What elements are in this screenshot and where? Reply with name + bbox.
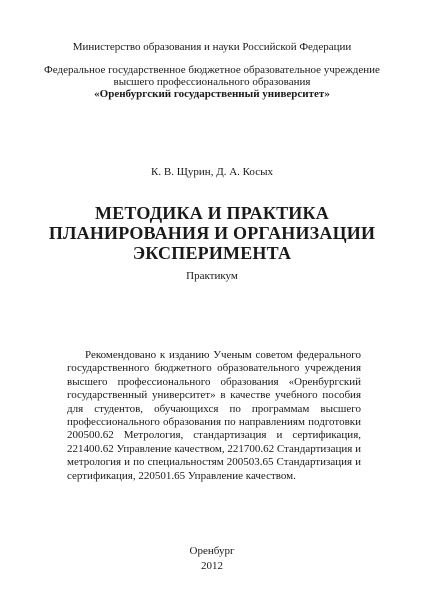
university-name: «Оренбургский государственный университет» bbox=[94, 88, 330, 100]
subtitle: Практикум bbox=[186, 270, 238, 282]
institution-line-1: Федеральное государственное бюджетное образовательное учреждение bbox=[44, 64, 380, 76]
book-title bbox=[0, 203, 424, 263]
city: Оренбург bbox=[189, 545, 235, 557]
year: 2012 bbox=[201, 560, 223, 572]
book-title-line-2: ПЛАНИРОВАНИЯ И ОРГАНИЗАЦИИ bbox=[48, 223, 376, 243]
institution-line-2: высшего профессионального образования bbox=[113, 76, 311, 88]
recommendation-paragraph: Рекомендовано к изданию Ученым советом федерального государственного бюджетного образовательного учреждения высшего профессионального образования «Оренбургский государственный университет» в качестве учебного пособия для студентов, обучающихся по программам высшего профессионального образования по направлениям подготовки 200500.62 Метрология, стандартизация и сертификация, 221400.62 Управление качеством, 221700.62 Стандартизация и метрология и по специальностям 200503.65 Стандартизация и сертификация, 220501.65 Управление качеством. bbox=[67, 349, 361, 482]
book-title-line-1: МЕТОДИКА И ПРАКТИКА bbox=[95, 203, 329, 223]
institution-block bbox=[0, 64, 424, 100]
authors: К. В. Щурин, Д. А. Косых bbox=[151, 166, 273, 178]
book-title-line-3: ЭКСПЕРИМЕНТА bbox=[132, 243, 292, 263]
ministry-line: Министерство образования и науки Российской Федерации bbox=[72, 41, 352, 53]
